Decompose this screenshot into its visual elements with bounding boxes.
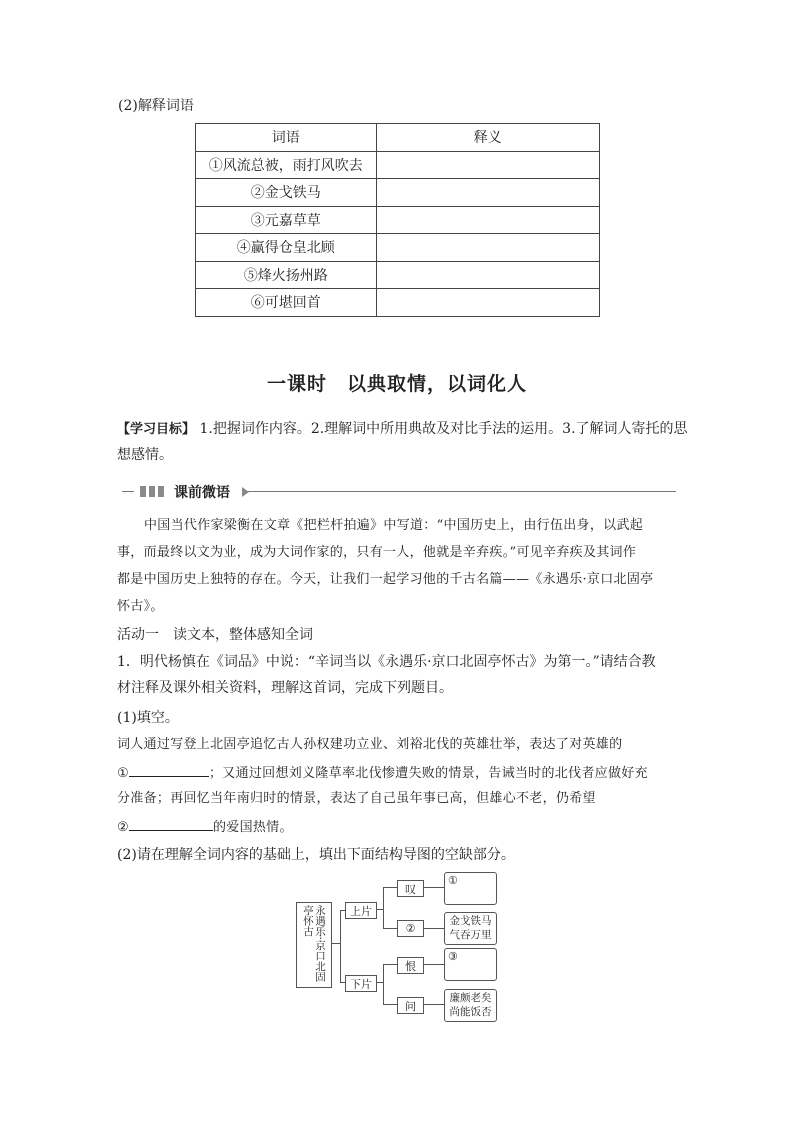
answer-box-number: ③ [448, 950, 458, 963]
objectives-text-cont: 想感情。 [117, 447, 173, 463]
fill-line: 词人通过写登上北固亭追忆古人孙权建功立业、刘裕北伐的英雄壮举，表达了对英雄的 [117, 737, 623, 752]
intro-line: 中国当代作家梁衡在文章《把栏杆拍遍》中写道：“中国历史上，由行伍出身，以武起 [144, 518, 644, 533]
quote-line: 金戈铁马 [449, 915, 492, 927]
table-cell-term: ④赢得仓皇北顾 [196, 234, 377, 262]
table-cell-term: ⑥可堪回首 [196, 289, 377, 317]
node-ask [397, 997, 424, 1014]
fill-text: 的爱国热情。 [212, 820, 293, 835]
connector [383, 887, 397, 888]
connector [331, 943, 340, 944]
question-text: 材注释及课外相关资料，理解这首词，完成下列题目。 [117, 680, 453, 696]
quote-line: 廉颇老矣 [449, 992, 492, 1004]
table-cell-term: ③元嘉草草 [196, 206, 377, 234]
objectives-text: 1.把握词作内容。2.理解词中所用典故及对比手法的运用。3.了解词人寄托的思 [195, 421, 688, 437]
node-label: 叹 [405, 882, 416, 896]
connector [423, 964, 444, 965]
answer-box-number: ① [448, 874, 458, 887]
lower-part-box [345, 975, 377, 992]
table-cell-term: ⑤烽火扬州路 [196, 261, 377, 289]
node-hate [397, 957, 424, 974]
intro-line: 事，而最终以文为业，成为大词作家的，只有一人，他就是辛弃疾。”可见辛弃疾及其词作 [117, 545, 637, 560]
intro-line: 都是中国历史上独特的存在。今天，让我们一起学习他的千古名篇——《永遇乐·京口北固亭 [117, 572, 654, 587]
subquestion-label: (1)填空。 [117, 710, 179, 726]
activity-heading: 活动一 读文本，整体感知全词 [117, 627, 313, 643]
table-cell-term: ①风流总被，雨打风吹去 [196, 151, 377, 179]
quote-line: 气吞万里 [449, 929, 492, 941]
connector [383, 964, 397, 965]
lesson-title: 一课时 以典取情，以词化人 [266, 373, 527, 395]
connector [423, 928, 444, 929]
connector [376, 909, 383, 910]
diagram-root-box [296, 902, 332, 988]
connector [423, 1004, 444, 1005]
connector [383, 928, 397, 929]
connector [383, 887, 384, 928]
node-label: 恨 [405, 959, 416, 973]
connector [383, 1004, 397, 1005]
table-header: 词语 [196, 124, 377, 152]
node-sigh [397, 880, 424, 897]
objectives-label: 【学习目标】 [117, 422, 196, 437]
node-label: 问 [405, 999, 416, 1013]
subquestion-label: (2)请在理解全词内容的基础上，填出下面结构导图的空缺部分。 [117, 847, 515, 863]
table-header: 释义 [376, 124, 599, 152]
blank-number: ② [117, 820, 129, 835]
connector [376, 982, 383, 983]
node-blank-2 [397, 920, 424, 937]
quote-box-lower [444, 989, 497, 1022]
lower-part-label: 下片 [350, 977, 372, 991]
answer-box-3[interactable] [444, 948, 497, 981]
quote-line: 尚能饭否 [449, 1006, 492, 1018]
table-cell-term: ②金戈铁马 [196, 179, 377, 207]
quote-box-upper [444, 912, 497, 945]
question-text: 1．明代杨慎在《词品》中说：“辛词当以《永遇乐·京口北固亭怀古》为第一。”请结合教 [117, 654, 656, 670]
diagram-root-label: 永遇乐·京口北固亭怀古 [302, 905, 326, 982]
section-heading: (2)解释词语 [118, 98, 194, 114]
upper-part-label: 上片 [350, 904, 372, 918]
answer-box-1[interactable] [444, 872, 497, 905]
fill-line: 分准备；再回忆当年南归时的情景，表达了自己虽年事已高，但雄心不老，仍希望 [117, 791, 596, 806]
blank-number: ① [117, 766, 129, 781]
fill-text: ；又通过回想刘义隆草率北伐惨遭失败的情景，告诫当时的北伐者应做好充 [208, 766, 648, 781]
connector [383, 964, 384, 1004]
section-bar-label: 课前微语 [174, 482, 234, 502]
intro-line: 怀古》。 [117, 599, 164, 614]
connector [423, 887, 444, 888]
connector [340, 910, 341, 982]
upper-part-box [345, 902, 377, 919]
node-label: ② [405, 922, 416, 935]
